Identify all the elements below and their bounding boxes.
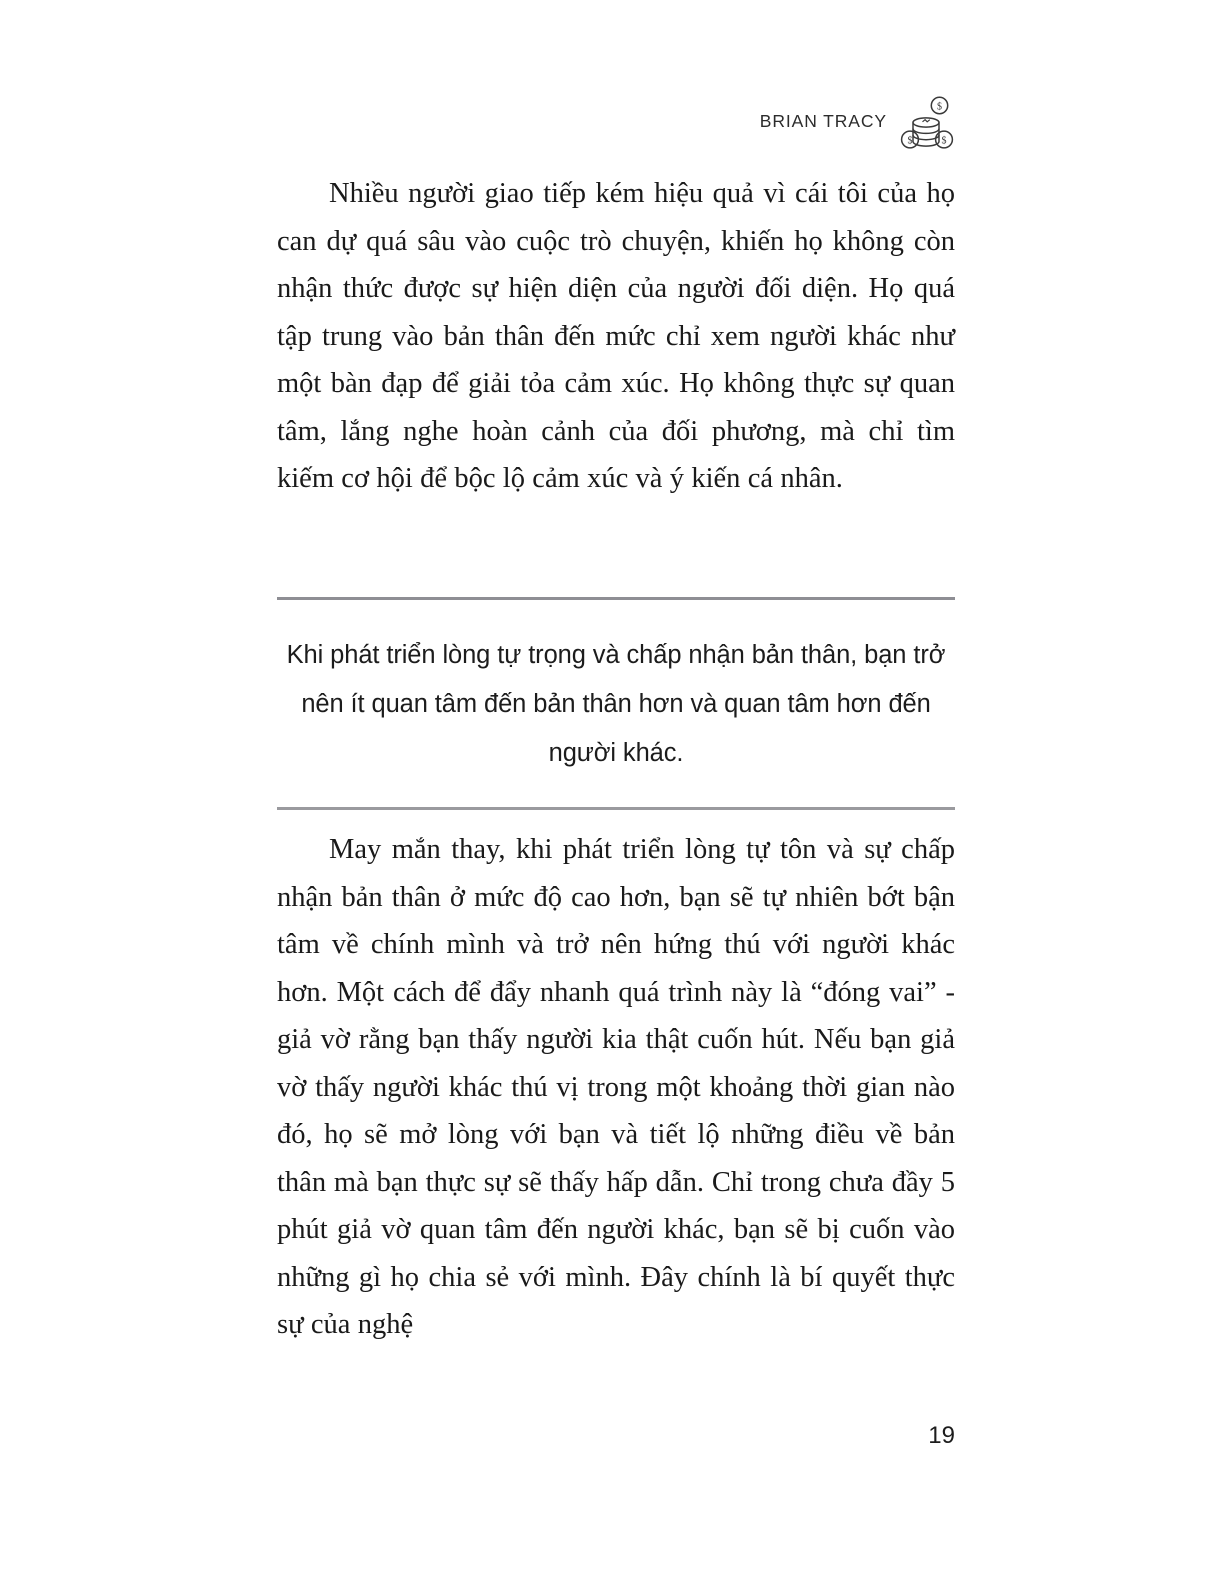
running-header xyxy=(277,94,955,152)
svg-text:$: $ xyxy=(907,135,913,147)
pull-quote-block xyxy=(277,597,955,810)
svg-text:$: $ xyxy=(941,135,947,147)
coin-stack-icon xyxy=(899,94,955,152)
header-author-name: BRIAN TRACY xyxy=(759,111,887,132)
pull-quote-text: Khi phát triển lòng tự trọng và chấp nhận bản thân, bạn trở nên ít quan tâm đến bản thân hơn và quan tâm hơn đến người khác. xyxy=(286,641,946,767)
body-paragraph-1: Nhiều người giao tiếp kém hiệu quả vì cái tôi của họ can dự quá sâu vào cuộc trò chuyện, khiến họ không còn nhận thức được sự hiện diện của người đối diện. Họ quá tập trung vào bản thân đến mức chỉ xem người khác như một bàn đạp để giải tỏa cảm xúc. Họ không thực sự quan tâm, lắng nghe hoàn cảnh của đối phương, mà chỉ tìm kiếm cơ hội để bộc lộ cảm xúc và ý kiến cá nhân. xyxy=(277,178,955,494)
body-paragraph-2: May mắn thay, khi phát triển lòng tự tôn và sự chấp nhận bản thân ở mức độ cao hơn, bạn sẽ tự nhiên bớt bận tâm về chính mình và trở nên hứng thú với người khác hơn. Một cách để đẩy nhanh quá trình này là “đóng vai” - giả vờ rằng bạn thấy người kia thật cuốn hút. Nếu bạn giả vờ thấy người khác thú vị trong một khoảng thời gian nào đó, họ sẽ mở lòng với bạn và tiết lộ những điều về bản thân mà bạn thực sự sẽ thấy hấp dẫn. Chỉ trong chưa đầy 5 phút giả vờ quan tâm đến người khác, bạn sẽ bị cuốn vào những gì họ chia sẻ với mình. Đây chính là bí quyết thực sự của nghệ xyxy=(277,834,955,1340)
page-number: 19 xyxy=(928,1422,955,1449)
svg-text:$: $ xyxy=(937,101,942,113)
